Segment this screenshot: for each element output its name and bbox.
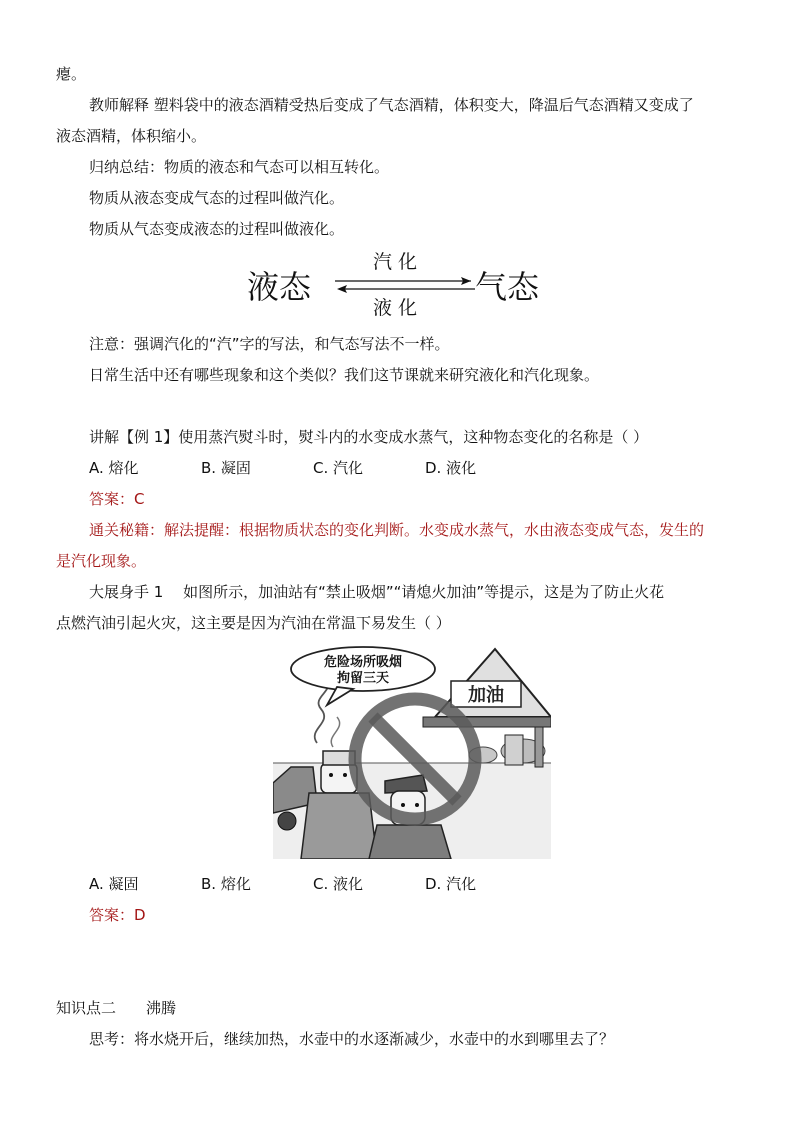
text-line: 液态酒精，体积缩小。 bbox=[56, 127, 207, 145]
practice-answer: 答案：D bbox=[89, 906, 146, 924]
option-c: C. 液化 bbox=[313, 875, 364, 893]
solution-tip: 通关秘籍：解法提醒：根据物质状态的变化判断。水变成水蒸气，水由液态变成气态，发生的 bbox=[89, 521, 705, 539]
gas-station-illustration bbox=[273, 643, 551, 859]
text-line: 瘪。 bbox=[56, 65, 87, 83]
think-question: 思考：将水烧开后，继续加热，水壶中的水逐渐减少，水壶中的水到哪里去了？ bbox=[89, 1030, 615, 1048]
example-answer: 答案：C bbox=[89, 490, 145, 508]
double-arrow-icon bbox=[245, 247, 545, 325]
station-sign: 加油 bbox=[468, 685, 504, 706]
text-line: 物质从气态变成液态的过程叫做液化。 bbox=[89, 220, 345, 238]
option-a: A. 凝固 bbox=[89, 875, 139, 893]
liquefaction-label: 液化 bbox=[373, 297, 424, 319]
option-d: D. 液化 bbox=[425, 459, 477, 477]
solution-tip: 是汽化现象。 bbox=[56, 552, 147, 570]
vaporization-label: 汽化 bbox=[373, 251, 424, 273]
bubble-text: 拘留三天 bbox=[336, 671, 390, 686]
option-d: D. 汽化 bbox=[425, 875, 477, 893]
text-line: 物质从液态变成气态的过程叫做汽化。 bbox=[89, 189, 345, 207]
text-line: 注意：强调汽化的“汽”字的写法，和气态写法不一样。 bbox=[89, 335, 450, 353]
liquid-state-label: 液态 bbox=[247, 268, 312, 306]
option-c: C. 汽化 bbox=[313, 459, 364, 477]
section-title: 知识点二 沸腾 bbox=[56, 999, 177, 1017]
practice-question: 大展身手 1 如图所示，加油站有“禁止吸烟”“请熄火加油”等提示，这是为了防止火花 bbox=[89, 583, 665, 601]
text-line: 日常生活中还有哪些现象和这个类似？我们这节课就来研究液化和汽化现象。 bbox=[89, 366, 600, 384]
example-question: 讲解【例 1】使用蒸汽熨斗时，熨斗内的水变成水蒸气，这种物态变化的名称是（ ） bbox=[89, 428, 649, 446]
bubble-text: 危险场所吸烟 bbox=[323, 655, 403, 670]
practice-question: 点燃汽油引起火灾，这主要是因为汽油在常温下易发生（ ） bbox=[56, 614, 451, 632]
gas-state-label: 气态 bbox=[475, 268, 540, 306]
text-line: 归纳总结：物质的液态和气态可以相互转化。 bbox=[89, 158, 390, 176]
text-line: 教师解释 塑料袋中的液态酒精受热后变成了气态酒精，体积变大，降温后气态酒精又变成了 bbox=[89, 96, 694, 114]
state-change-diagram bbox=[245, 247, 545, 325]
option-b: B. 凝固 bbox=[201, 459, 251, 477]
option-b: B. 熔化 bbox=[201, 875, 251, 893]
option-a: A. 熔化 bbox=[89, 459, 139, 477]
